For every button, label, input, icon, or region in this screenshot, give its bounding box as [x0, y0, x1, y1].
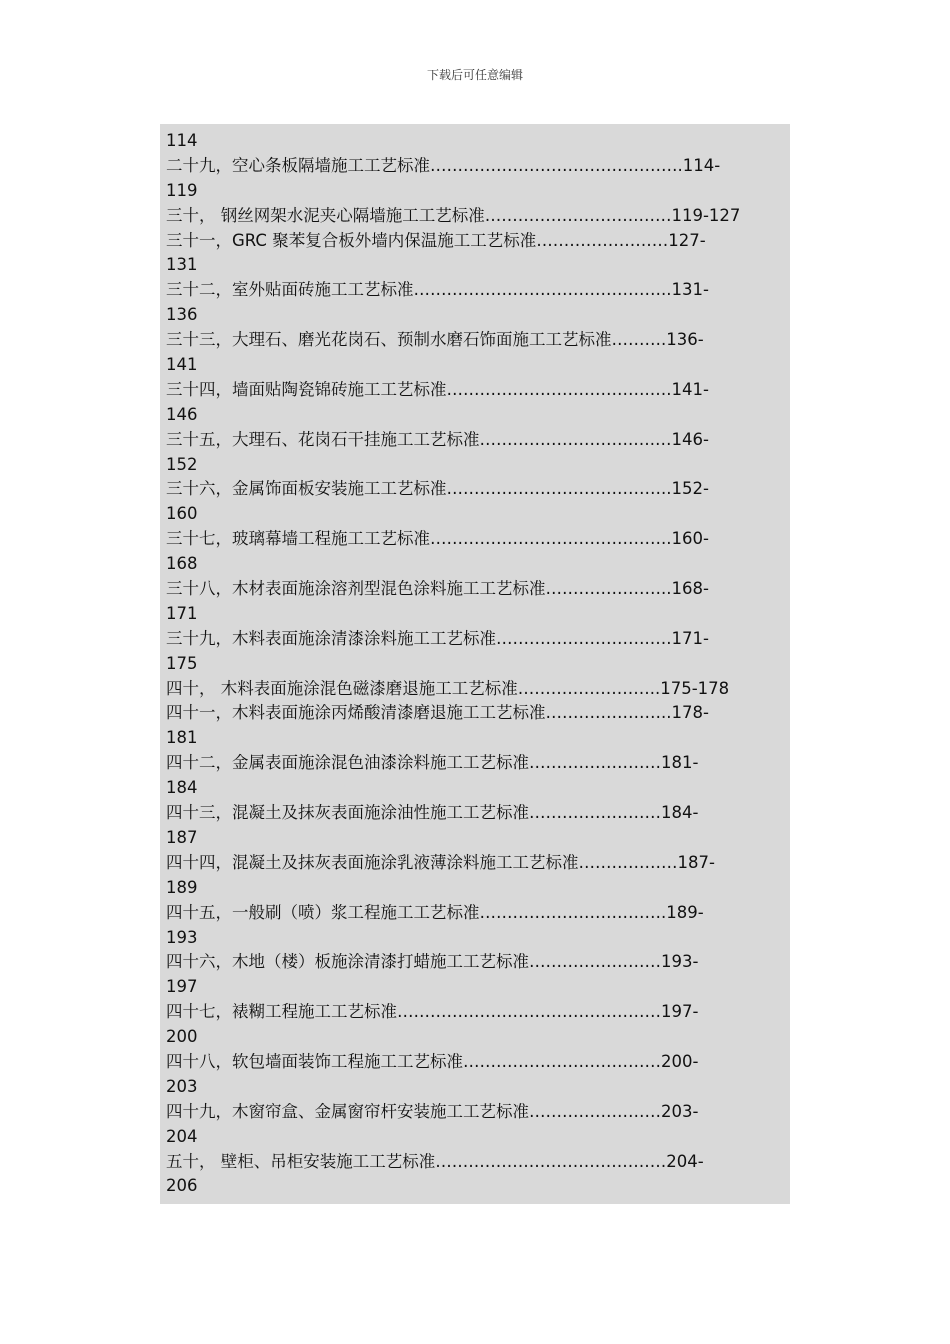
toc-line: 四十一，木料表面施涂丙烯酸清漆磨退施工工艺标准…………………..178-	[166, 703, 709, 723]
toc-line: 184	[166, 778, 198, 798]
toc-line: 200	[166, 1027, 198, 1047]
toc-line: 四十三，混凝土及抹灰表面施涂油性施工工艺标准……………………184-	[166, 803, 699, 823]
toc-line: 三十， 钢丝网架水泥夹心隔墙施工工艺标准……………………….……119-127	[166, 205, 741, 225]
toc-line: 三十五，大理石、花岗石干挂施工工艺标准……………………….….…146-	[166, 429, 709, 449]
toc-line: 203	[166, 1076, 198, 1096]
toc-line: 三十七，玻璃幕墙工程施工工艺标准……………………………………..160-	[166, 529, 709, 549]
toc-line: 168	[166, 554, 198, 574]
toc-line: 三十八，木材表面施涂溶剂型混色涂料施工工艺标准…………………..168-	[166, 579, 709, 599]
toc-line: 四十四，混凝土及抹灰表面施涂乳液薄涂料施工工艺标准………………187-	[166, 852, 715, 872]
toc-line: 171	[166, 603, 198, 623]
toc-line: 三十三，大理石、磨光花岗石、预制水磨石饰面施工工艺标准……….136-	[166, 330, 704, 350]
toc-line: 206	[166, 1176, 198, 1196]
toc-line: 160	[166, 504, 198, 524]
toc-line: 131	[166, 255, 198, 275]
toc-line: 四十二，金属表面施涂混色油漆涂料施工工艺标准……………………181-	[166, 753, 699, 773]
toc-line: 197	[166, 977, 198, 997]
toc-line: 三十九，木料表面施涂清漆涂料施工工艺标准……………………….….171-	[166, 628, 709, 648]
page-header: 下载后可任意编辑	[426, 68, 523, 82]
toc-line: 三十一，GRC 聚苯复合板外墙内保温施工工艺标准……………………127-	[166, 230, 706, 250]
toc-line: 189	[166, 877, 198, 897]
toc-line: 152	[166, 454, 198, 474]
toc-line: 146	[166, 404, 198, 424]
toc-line: 四十， 木料表面施涂混色磁漆磨退施工工艺标准……………………..175-178	[166, 678, 730, 698]
toc-line: 四十八，软包墙面装饰工程施工工艺标准………………………………200-	[166, 1051, 699, 1071]
toc-line: 119	[166, 180, 198, 200]
toc-line: 193	[166, 927, 198, 947]
toc-line: 141	[166, 355, 198, 375]
toc-line: 136	[166, 305, 198, 325]
toc-line: 四十九，木窗帘盒、金属窗帘杆安装施工工艺标准……………………203-	[166, 1101, 699, 1121]
table-of-contents	[160, 124, 790, 1204]
toc-line: 三十六，金属饰面板安装施工工艺标准…………………………………..152-	[166, 479, 709, 499]
toc-line: 二十九，空心条板隔墙施工工艺标准……………………………………….114-	[166, 155, 721, 175]
toc-line: 204	[166, 1126, 198, 1146]
toc-line: 175	[166, 653, 198, 673]
toc-line: 四十七，裱糊工程施工工艺标准…………………………………………197-	[166, 1002, 699, 1022]
toc-line: 三十二，室外贴面砖施工工艺标准………………………………………..131-	[166, 280, 709, 300]
toc-line: 三十四，墙面贴陶瓷锦砖施工工艺标准……………………………….….141-	[166, 379, 709, 399]
toc-line: 四十五，一般刷（喷）浆工程施工工艺标准…………………………….189-	[166, 902, 704, 922]
toc-line: 114	[166, 131, 198, 150]
toc-line: 五十， 壁柜、吊柜安装施工工艺标准……………………………………204-	[166, 1151, 704, 1171]
toc-line: 四十六，木地（楼）板施涂清漆打蜡施工工艺标准……………………193-	[166, 952, 699, 972]
toc-line: 181	[166, 728, 198, 748]
toc-line: 187	[166, 827, 198, 847]
